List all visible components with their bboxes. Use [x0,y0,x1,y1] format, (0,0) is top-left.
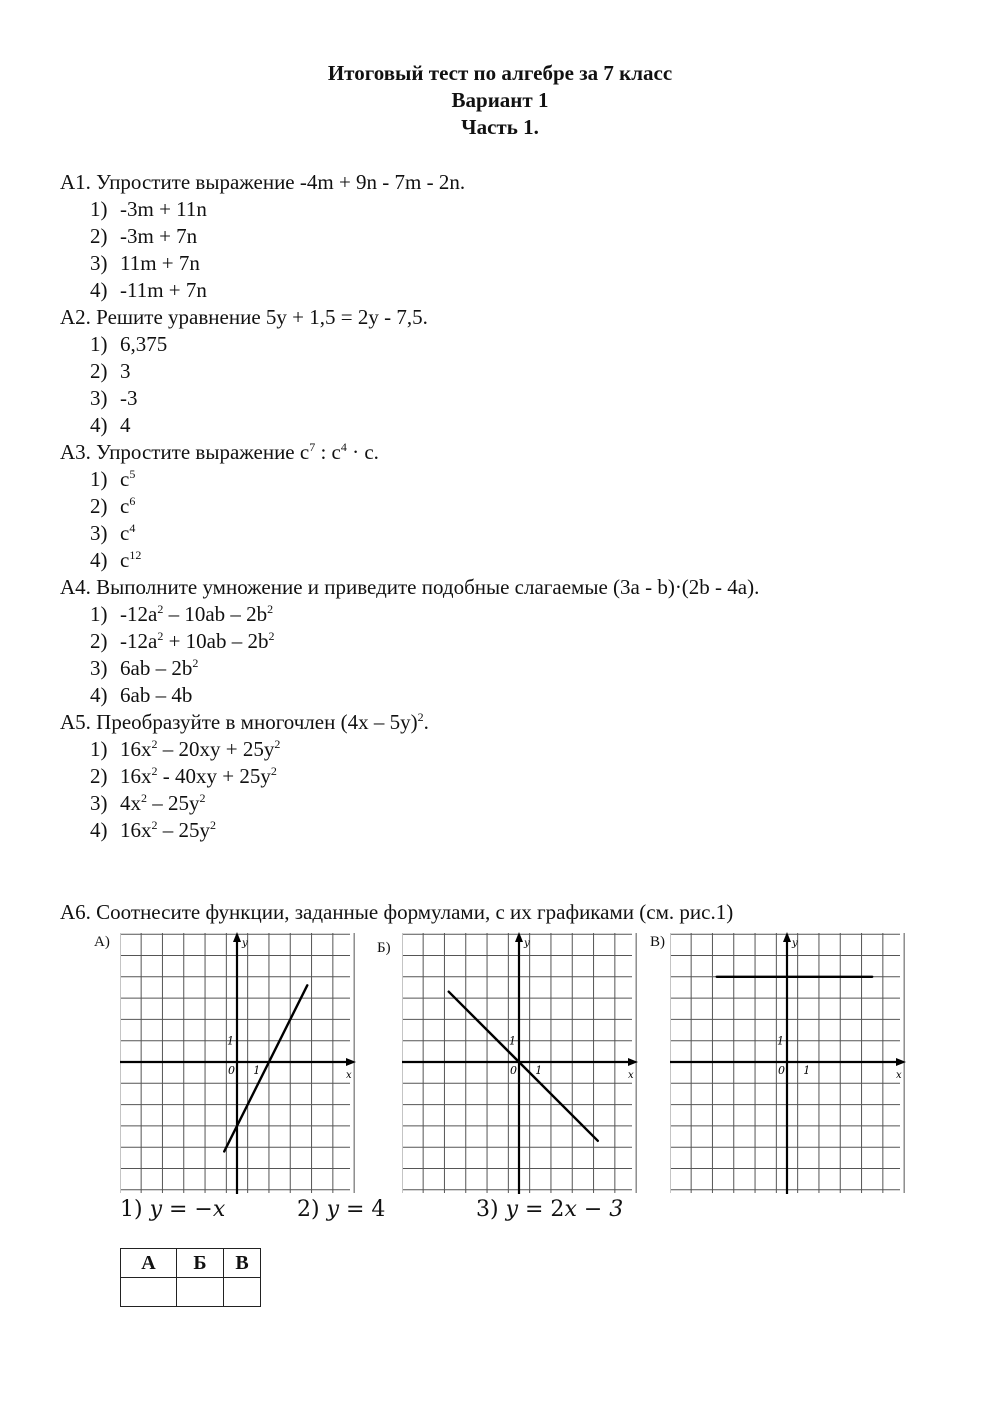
x-unit-label: 1 [803,1064,811,1077]
x-unit-label: 1 [253,1064,261,1077]
answer-header-a: А [121,1249,177,1278]
x-axis-label: x [628,1070,634,1081]
origin-label: 0 [510,1064,517,1077]
option-a1-3: 3) 11m + 7n [90,251,200,275]
y-unit-label: 1 [777,1034,784,1048]
option-a1-4: 4) -11m + 7n [90,278,207,302]
answer-table-input-row [121,1278,261,1307]
part-label: Часть 1. [461,115,539,139]
y-axis-label: y [524,938,530,949]
answer-header-b: Б [177,1249,224,1278]
answer-header-v: В [224,1249,261,1278]
x-axis-label: x [346,1070,352,1081]
variant-label: Вариант 1 [451,88,549,112]
graph-a [120,932,356,1194]
test-title: Итоговый тест по алгебре за 7 класс [327,61,673,85]
graph-letter-a: А) [94,934,110,950]
y-axis-arrow [233,932,241,942]
y-axis-arrow [783,932,791,942]
function-line [449,992,598,1141]
option-a4-3: 3) $6ab - 2b^2$ [90,656,199,680]
option-a2-1: 1) 6,375 [90,332,168,356]
option-a4-4: 4) 6ab – 4b [90,683,193,707]
formula-1: 1) y = −x [120,1197,226,1222]
y-axis-label: y [792,938,798,949]
option-a1-1: 1) -3m + 11n [90,197,207,221]
answer-cell-a[interactable] [121,1278,177,1307]
question-a4: А4. Выполните умножение и приведите подобные слагаемые (3a - b)·(2b - 4a). [60,575,760,599]
question-a1: А1. Упростите выражение -4m + 9n - 7m - 2n. [60,170,466,194]
graph-b [402,932,638,1194]
option-a5-3: 3) $4x^2 - 25y^2$ [90,791,206,815]
option-a1-2: 2) -3m + 7n [90,224,198,248]
answer-cell-v[interactable] [224,1278,261,1307]
option-a5-4: 4) $16x^2 - 25y^2$ [90,818,216,842]
question-a6: А6. Соотнесите функции, заданные формулами, с их графиками (см. рис.1) [60,900,734,924]
option-a5-1: 1) $16x^2 - 20xy + 25y^2$ [90,737,281,761]
question-a5: А5. Преобразуйте в многочлен (4x – 5y)$^2$. [60,710,429,734]
y-unit-label: 1 [509,1034,516,1048]
answer-table [120,1248,261,1307]
y-axis-arrow [515,932,523,942]
graph-v [670,932,906,1194]
formula-3: 3) y = 2x − 3 [476,1197,624,1222]
x-axis-label: x [896,1070,902,1081]
graph-letter-v: В) [650,934,665,950]
answer-table-header-row [121,1249,261,1278]
option-a5-2: 2) $16x^2 - 40xy + 25y^2$ [90,764,277,788]
question-a3: А3. Упростите выражение $c^7$ : $c^4 \cdot c$. [60,440,379,464]
answer-cell-b[interactable] [177,1278,224,1307]
graph-letter-b: Б) [377,940,391,956]
page-header [0,60,1000,141]
y-unit-label: 1 [227,1034,234,1048]
origin-label: 0 [778,1064,785,1077]
option-a3-3: 3) $c^4$ [90,521,136,545]
option-a4-1: 1) $-12a^2 - 10ab - 2b^2$ [90,602,274,626]
option-a2-2: 2) 3 [90,359,131,383]
y-axis-label: y [242,938,248,949]
question-a2: А2. Решите уравнение 5y + 1,5 = 2y - 7,5. [60,305,428,329]
option-a3-1: 1) $c^5$ [90,467,136,491]
option-a3-2: 2) $c^6$ [90,494,136,518]
option-a2-4: 4) 4 [90,413,131,437]
x-unit-label: 1 [535,1064,543,1077]
formula-2: 2) y = 4 [297,1197,386,1222]
option-a2-3: 3) -3 [90,386,138,410]
option-a4-2: 2) $-12a^2 + 10ab - 2b^2$ [90,629,275,653]
option-a3-4: 4) $c^{12}$ [90,548,142,572]
origin-label: 0 [228,1064,235,1077]
